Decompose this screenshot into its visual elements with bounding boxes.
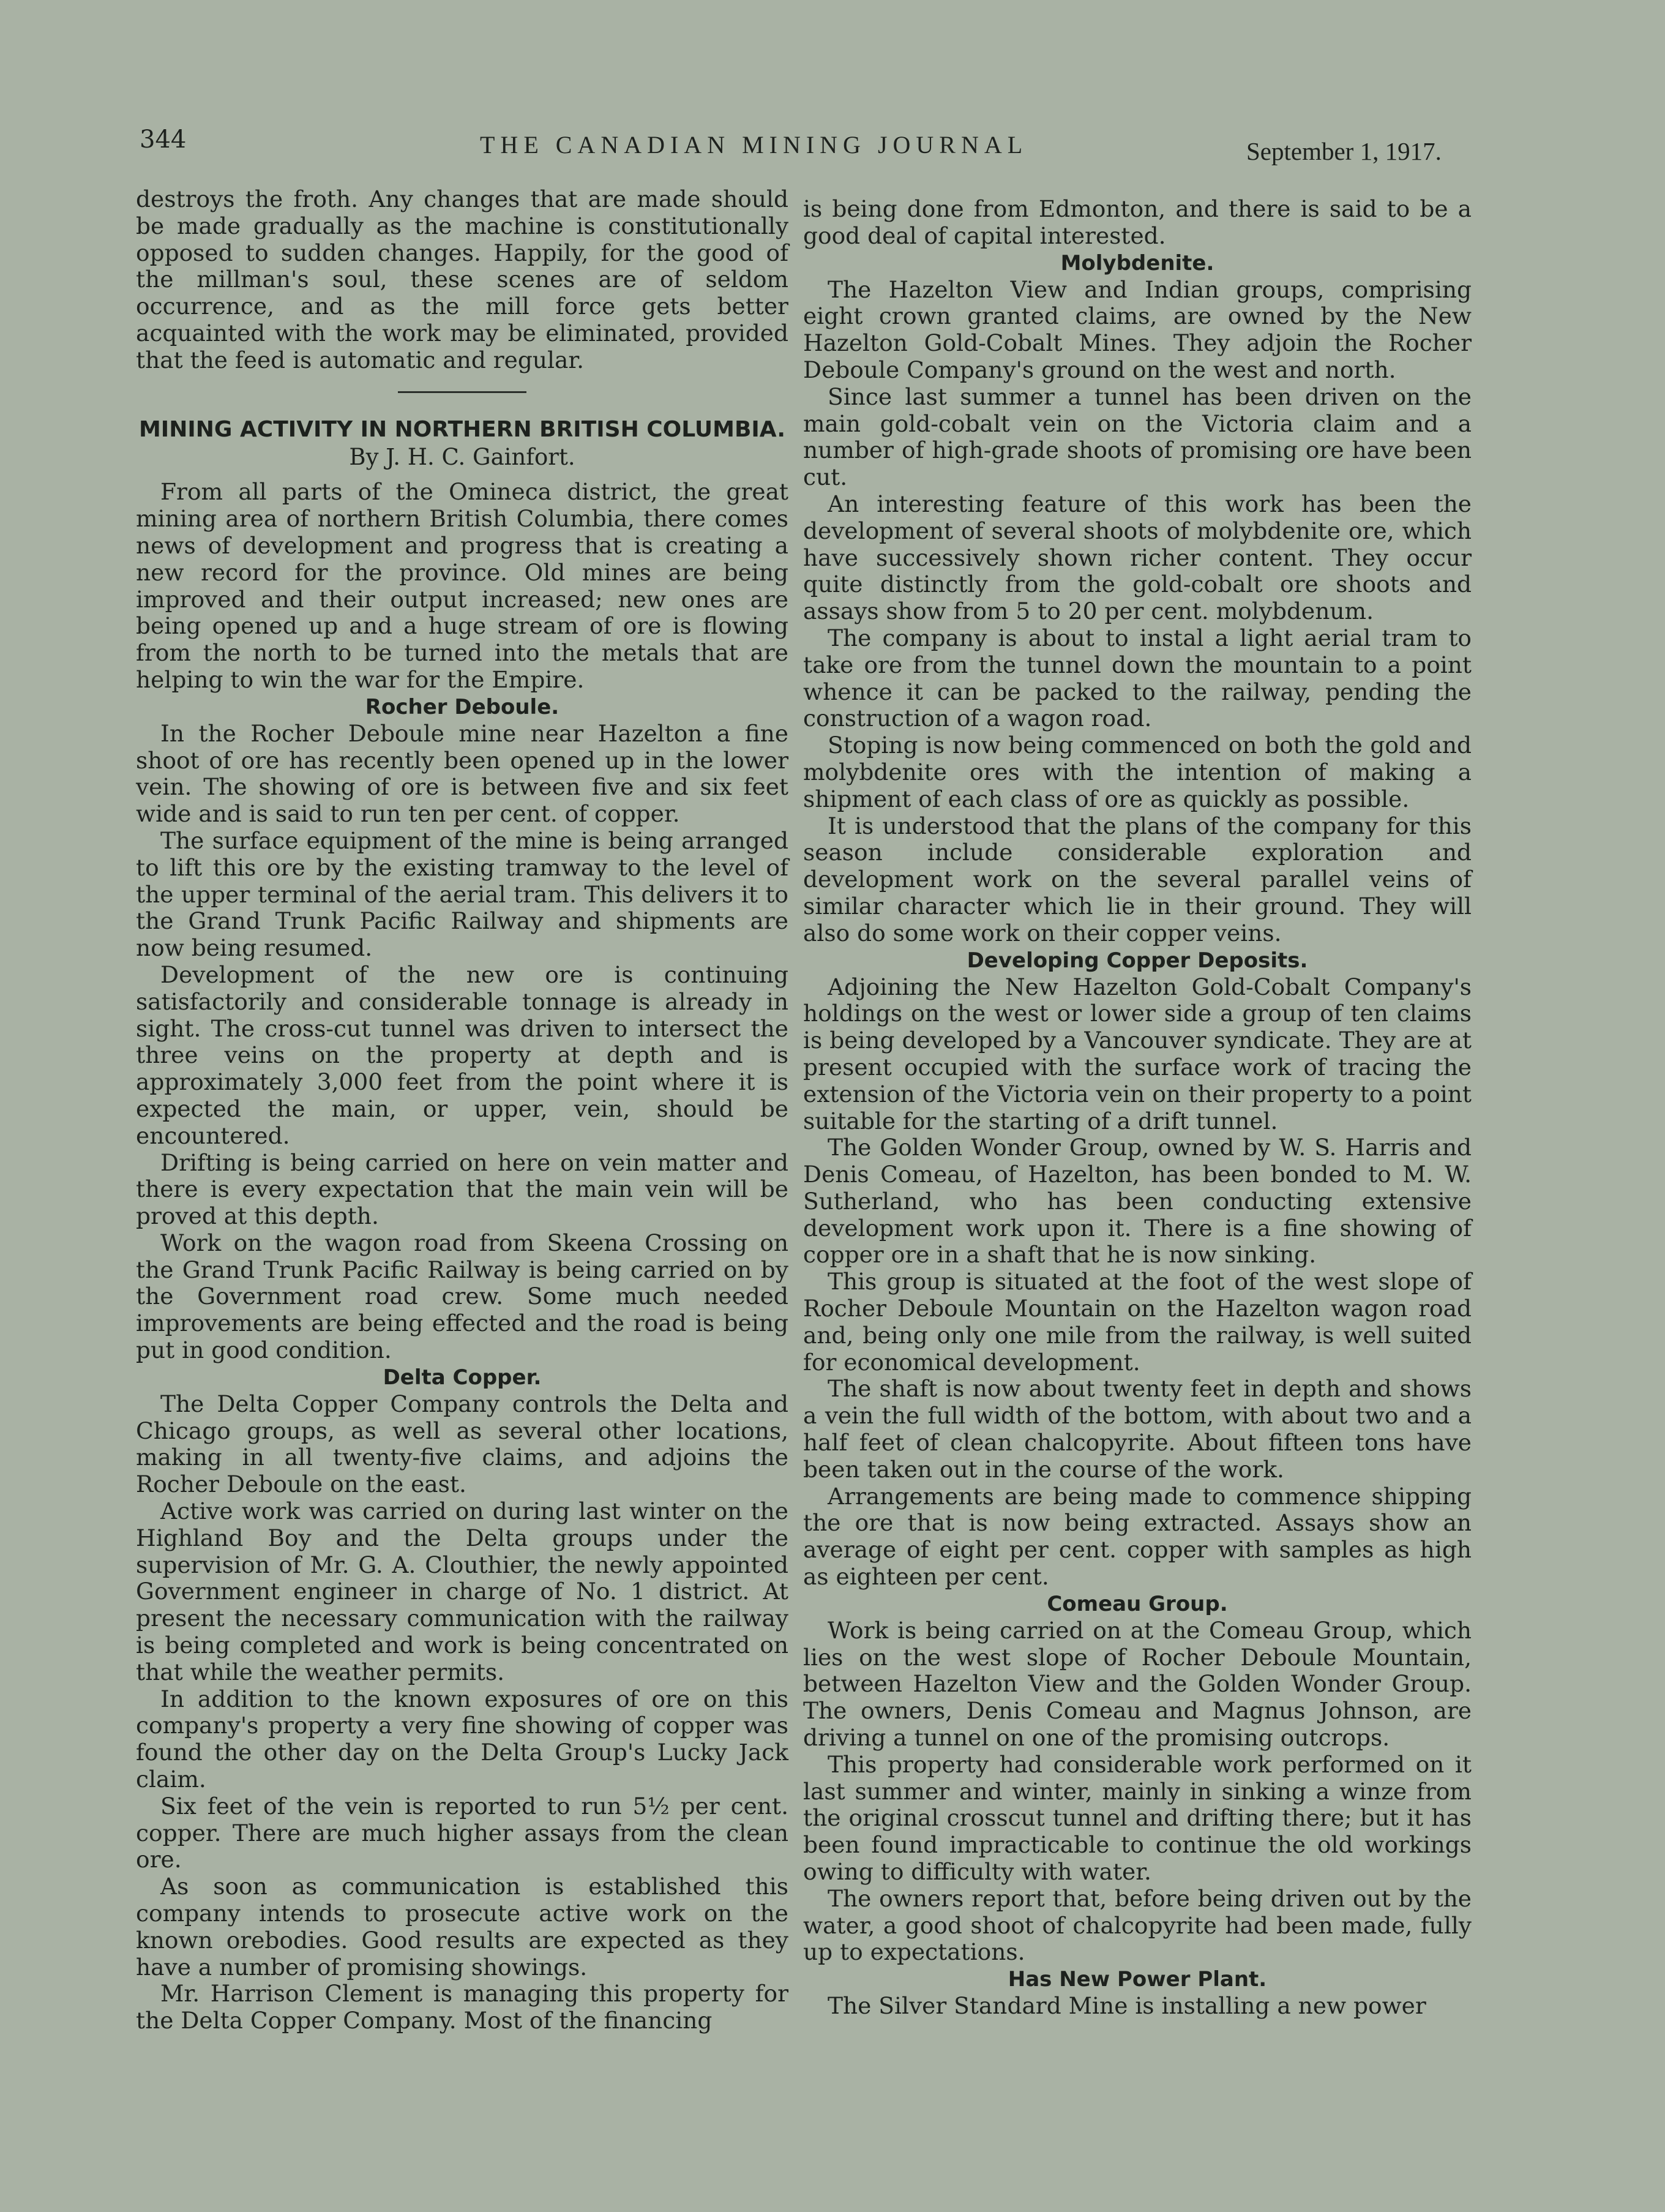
body-paragraph: This group is situated at the foot of the west slope of Rocher Deboule Mountain on the Hazelton wagon road and, being only one mile from the railway, is well suited for economical development. [803, 1268, 1472, 1376]
body-paragraph: The Delta Copper Company controls the Delta and Chicago groups, as well as several other locations, making in all twenty-five claims, and adjoins the Rocher Deboule on the east. [136, 1390, 788, 1498]
section-heading-new-power-plant: Has New Power Plant. [1008, 1967, 1267, 1992]
body-paragraph: The Golden Wonder Group, owned by W. S. Harris and Denis Comeau, of Hazelton, has been bonded to M. W. Sutherland, who has been conducting extensive development work upon it. There is a fine showing of copper ore in a shaft that he is now sinking. [803, 1134, 1472, 1269]
body-paragraph: An interesting feature of this work has been the development of several shoots of molybdenite ore, which have successively shown richer content. They occur quite distinctly from the gold-cobalt ore shoots and assays show from 5 to 20 per cent. molybdenum. [803, 490, 1472, 625]
left-column [136, 186, 788, 2034]
body-paragraph: Work on the wagon road from Skeena Crossing on the Grand Trunk Pacific Railway is being carried on by the Government road crew. Some much needed improvements are being effected and the road is being put in good condition. [136, 1229, 788, 1364]
article-byline: By J. H. C. Gainfort. [349, 443, 575, 470]
body-paragraph: Active work was carried on during last winter on the Highland Boy and the Delta groups under the supervision of Mr. G. A. Clouthier, the newly appointed Government engineer in charge of No. 1 district. At present the necessary communication with the railway is being completed and work is being concentrated on that while the weather permits. [136, 1498, 788, 1685]
section-heading-developing-copper-deposits: Developing Copper Deposits. [967, 948, 1308, 973]
body-paragraph: Work is being carried on at the Comeau Group, which lies on the west slope of Rocher Deboule Mountain, between Hazelton View and the Golden Wonder Group. The owners, Denis Comeau and Magnus Johnson, are driving a tunnel on one of the promising outcrops. [803, 1616, 1472, 1752]
body-paragraph: It is understood that the plans of the company for this season include considerable exploration and development work on the several parallel veins of similar character which lie in their ground. They will also do some work on their copper veins. [803, 812, 1472, 947]
continued-paragraph: destroys the froth. Any changes that are made should be made gradually as the machine is constitutionally opposed to sudden changes. Happily, for the good of the millman's soul, these scenes are of seldom occurrence, and as the mill force gets better acquainted with the work may be eliminated, provided that the feed is automatic and regular. [136, 186, 788, 373]
body-paragraph: The shaft is now about twenty feet in depth and shows a vein the full width of the bottom, with about two and a half feet of clean chalcopyrite. About fifteen tons have been taken out in the course of the work. [803, 1375, 1472, 1483]
issue-date: September 1, 1917. [1246, 137, 1442, 165]
body-paragraph: Stoping is now being commenced on both the gold and molybdenite ores with the intention of making a shipment of each class of ore as quickly as possible. [803, 732, 1472, 812]
body-paragraph: Mr. Harrison Clement is managing this property for the Delta Copper Company. Most of the financing [136, 1980, 788, 2034]
intro-paragraph: From all parts of the Omineca district, the great mining area of northern British Columbia, there comes news of development and progress that is creating a new record for the province. Old mines are being improved and their output increased; new ones are being opened up and a huge stream of ore is flowing from the north to be turned into the metals that are helping to win the war for the Empire. [136, 478, 788, 693]
right-column [803, 196, 1472, 2020]
body-paragraph: In the Rocher Deboule mine near Hazelton a fine shoot of ore has recently been opened up in the lower vein. The showing of ore is between five and six feet wide and is said to run ten per cent. of copper. [136, 719, 788, 828]
body-paragraph: The Silver Standard Mine is installing a new power [828, 1992, 1426, 2020]
body-paragraph: The owners report that, before being driven out by the water, a good shoot of chalcopyrite had been made, fully up to expectations. [803, 1884, 1472, 1966]
body-paragraph: As soon as communication is established this company intends to prosecute active work on the known orebodies. Good results are expected as they have a number of promising showings. [136, 1873, 788, 1981]
body-paragraph: Arrangements are being made to commence shipping the ore that is now being extracted. Assays show an average of eight per cent. copper with samples as high as eighteen per cent. [803, 1482, 1472, 1591]
body-paragraph: The Hazelton View and Indian groups, comprising eight crown granted claims, are owned by the New Hazelton Gold-Cobalt Mines. They adjoin the Rocher Deboule Company's ground on the west and north. [803, 276, 1472, 383]
article-title: MINING ACTIVITY IN NORTHERN BRITISH COLUMBIA. [138, 416, 786, 442]
body-paragraph: The company is about to instal a light aerial tram to take ore from the tunnel down the mountain to a point whence it can be packed to the railway, pending the construction of a wagon road. [803, 624, 1472, 732]
body-paragraph: Since last summer a tunnel has been driven on the main gold-cobalt vein on the Victoria claim and a number of high-grade shoots of promising ore have been cut. [803, 383, 1472, 491]
body-paragraph: Drifting is being carried on here on vein matter and there is every expectation that the main vein will be proved at this depth. [136, 1149, 788, 1230]
section-heading-delta-copper: Delta Copper. [383, 1365, 542, 1390]
body-paragraph: Development of the new ore is continuing satisfactorily and considerable tonnage is already in sight. The cross-cut tunnel was driven to intersect the three veins on the property at depth and is approximately 3,000 feet from the point where it is expected the main, or upper, vein, should be encountered. [136, 961, 788, 1149]
page-number: 344 [140, 126, 187, 154]
section-heading-molybdenite: Molybdenite. [1060, 250, 1214, 276]
body-paragraph: This property had considerable work performed on it last summer and winter, mainly in sinking a winze from the original crosscut tunnel and drifting there; but it has been found impracticable to continue the old workings owing to difficulty with water. [803, 1750, 1472, 1886]
body-paragraph: In addition to the known exposures of ore on this company's property a very fine showing of copper was found the other day on the Delta Group's Lucky Jack claim. [136, 1685, 788, 1793]
body-paragraph: Adjoining the New Hazelton Gold-Cobalt Company's holdings on the west or lower side a group of ten claims is being developed by a Vancouver syndicate. They are at present occupied with the surface work of tracing the extension of the Victoria vein on their property to a point suitable for the starting of a drift tunnel. [803, 973, 1472, 1134]
journal-title: THE CANADIAN MINING JOURNAL [480, 131, 1028, 159]
body-paragraph: Six feet of the vein is reported to run 5½ per cent. copper. There are much higher assays from the clean ore. [136, 1792, 788, 1873]
section-heading-rocher-deboule: Rocher Deboule. [365, 694, 559, 719]
continued-paragraph: is being done from Edmonton, and there is said to be a good deal of capital interested. [803, 195, 1472, 249]
body-paragraph: The surface equipment of the mine is being arranged to lift this ore by the existing tramway to the level of the upper terminal of the aerial tram. This delivers it to the Grand Trunk Pacific Railway and shipments are now being resumed. [136, 827, 788, 962]
section-heading-comeau-group: Comeau Group. [1047, 1591, 1228, 1616]
article-divider [398, 391, 526, 393]
page-header [140, 126, 1486, 165]
